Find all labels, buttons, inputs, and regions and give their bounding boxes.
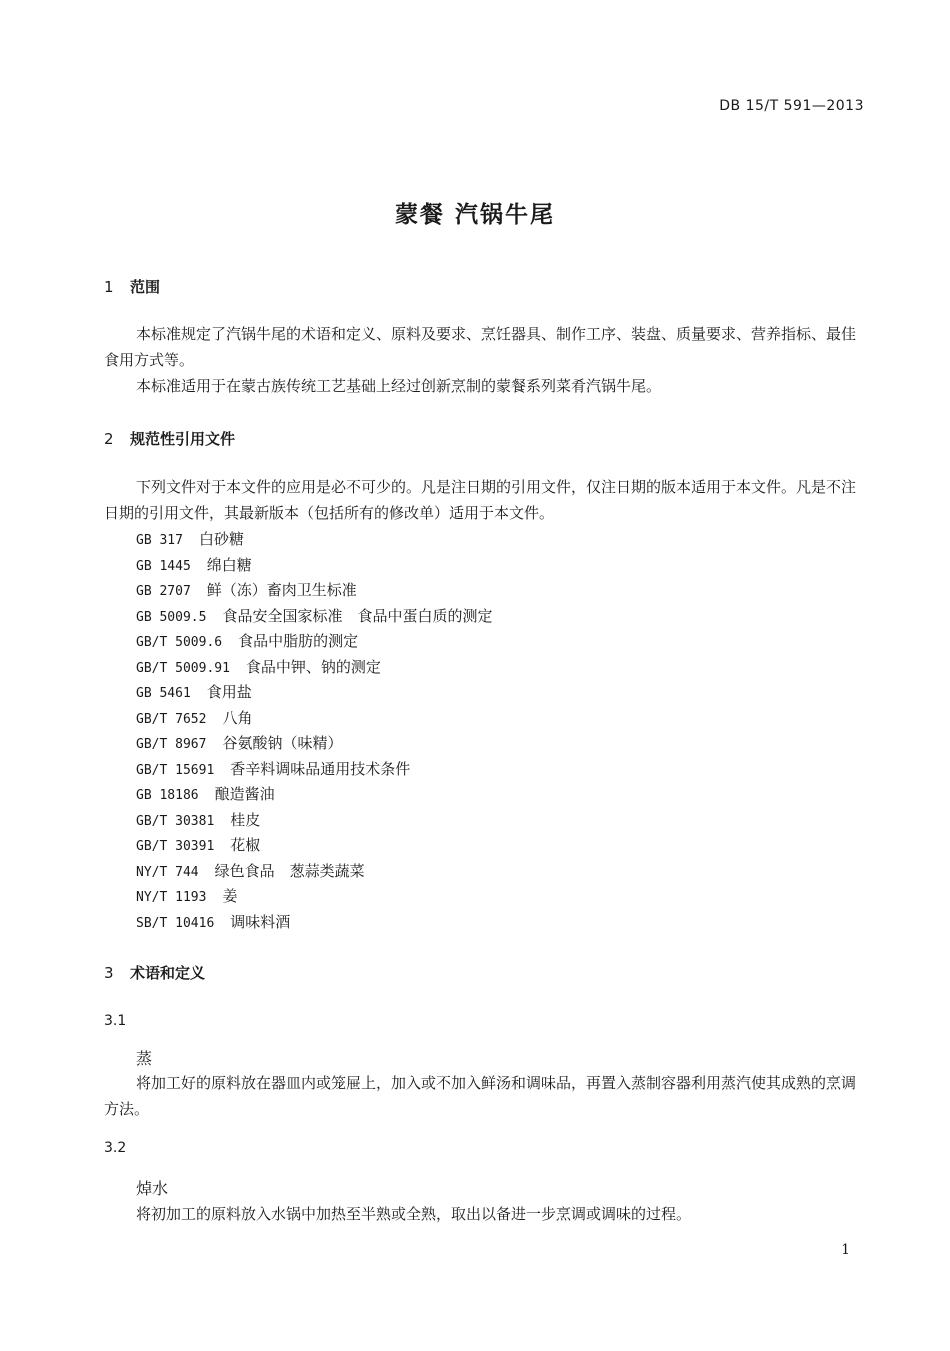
- reference-item: [136, 655, 492, 681]
- reference-code: SB/T 10416: [136, 915, 215, 931]
- reference-item: [136, 731, 492, 757]
- reference-name: 绵白糖: [206, 555, 252, 574]
- section-2-heading: [104, 428, 235, 449]
- term-number: 3.1: [104, 1013, 127, 1029]
- reference-name: 食用盐: [206, 683, 252, 701]
- reference-item: [136, 604, 492, 630]
- reference-item: [136, 706, 492, 732]
- reference-code: NY/T 744: [136, 864, 199, 880]
- reference-item: [136, 527, 492, 553]
- reference-name: 食品中钾、钠的测定: [245, 657, 381, 676]
- reference-item: [136, 859, 492, 885]
- reference-name: 花椒: [230, 836, 261, 854]
- reference-name: 香辛料调味品通用技术条件: [230, 759, 411, 778]
- reference-name: 绿色食品 葱蒜类蔬菜: [214, 861, 365, 880]
- reference-name: 白砂糖: [198, 530, 244, 548]
- section-number: 1: [104, 278, 114, 296]
- reference-code: GB 5009.5: [136, 609, 207, 625]
- reference-code: GB/T 30391: [136, 839, 215, 854]
- reference-code: GB 5461: [136, 686, 191, 701]
- term-title: 蒸: [136, 1049, 153, 1068]
- reference-name: 食品安全国家标准 食品中蛋白质的测定: [222, 606, 493, 625]
- normative-references-paragraph: 下列文件对于本文件的应用是必不可少的。凡是注日期的引用文件，仅注日期的版本适用于本文件。凡是不注日期的引用文件，其最新版本（包括所有的修改单）适用于本文件。: [104, 478, 857, 522]
- reference-code: GB/T 30381: [136, 813, 215, 829]
- reference-code: GB/T 5009.6: [136, 635, 223, 650]
- reference-name: 调味料酒: [230, 912, 291, 931]
- term-definition: 将初加工的原料放入水锅中加热至半熟或全熟，取出以备进一步烹调或调味的过程。: [136, 1205, 692, 1223]
- term-definition: 将加工好的原料放在器皿内或笼屉上，加入或不加入鲜汤和调味品，再置入蒸制容器利用蒸汽使其成熟的烹调方法。: [104, 1074, 857, 1118]
- section-title: 术语和定义: [130, 964, 206, 982]
- term-number: 3.2: [104, 1140, 127, 1156]
- reference-name: 八角: [222, 708, 253, 727]
- reference-name: 酿造酱油: [214, 785, 275, 803]
- page-number: 1: [841, 1242, 850, 1258]
- section-title: 范围: [130, 278, 161, 296]
- section-3-heading: [104, 962, 205, 983]
- section-number: 2: [104, 430, 114, 448]
- reference-item: [136, 680, 492, 706]
- reference-item: [136, 808, 492, 834]
- section-title: 规范性引用文件: [130, 430, 236, 448]
- reference-code: NY/T 1193: [136, 890, 207, 905]
- scope-paragraph-2: 本标准适用于在蒙古族传统工艺基础上经过创新烹制的蒙餐系列菜肴汽锅牛尾。: [136, 377, 662, 395]
- reference-code: GB 2707: [136, 584, 191, 599]
- reference-list: [136, 527, 492, 935]
- reference-code: GB/T 8967: [136, 737, 207, 752]
- reference-item: [136, 757, 492, 783]
- reference-item: [136, 629, 492, 655]
- reference-item: [136, 782, 492, 808]
- reference-item: [136, 884, 492, 910]
- reference-item: [136, 910, 492, 936]
- section-number: 3: [104, 964, 114, 982]
- reference-item: [136, 833, 492, 859]
- reference-code: GB/T 15691: [136, 762, 215, 778]
- reference-code: GB 1445: [136, 558, 191, 574]
- reference-item: [136, 578, 492, 604]
- reference-name: 食品中脂肪的测定: [238, 632, 359, 650]
- term-title: 焯水: [136, 1179, 169, 1198]
- document-code: DB 15/T 591—2013: [719, 98, 864, 114]
- reference-code: GB/T 7652: [136, 711, 207, 727]
- reference-name: 姜: [222, 887, 238, 905]
- reference-name: 桂皮: [230, 810, 261, 829]
- reference-name: 鲜（冻）畜肉卫生标准: [206, 581, 357, 599]
- reference-code: GB 18186: [136, 788, 199, 803]
- section-1-heading: [104, 276, 160, 297]
- reference-name: 谷氨酸钠（味精）: [222, 734, 343, 752]
- reference-code: GB/T 5009.91: [136, 660, 230, 676]
- scope-paragraph-1: 本标准规定了汽锅牛尾的术语和定义、原料及要求、烹饪器具、制作工序、装盘、质量要求、营养指标、最佳食用方式等。: [104, 325, 857, 369]
- page-title: 蒙餐 汽锅牛尾: [394, 202, 555, 228]
- reference-code: GB 317: [136, 533, 183, 548]
- reference-item: [136, 553, 492, 579]
